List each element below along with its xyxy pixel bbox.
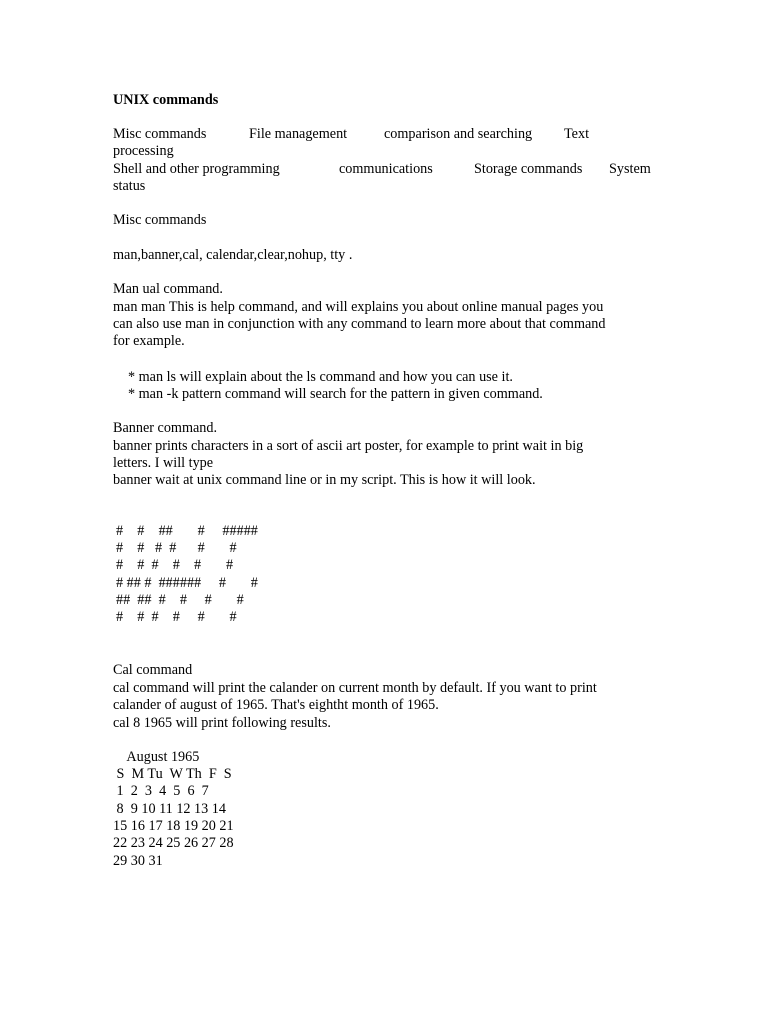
banner-art-row: # ## # ###### # # (116, 575, 258, 591)
nav-link-system-status[interactable]: System (609, 161, 651, 177)
nav-link-communications[interactable]: communications (339, 161, 433, 177)
cal-heading: Cal command (113, 662, 193, 678)
misc-command-list: man,banner,cal, calendar,clear,nohup, tty . (113, 247, 353, 263)
banner-text-line: banner wait at unix command line or in my script. This is how it will look. (113, 472, 536, 488)
cal-weekday-header: S M Tu W Th F S (113, 766, 232, 782)
banner-art-row: # # # # # # (116, 609, 237, 625)
nav-link-system-status-wrap[interactable]: status (113, 178, 146, 194)
manual-text-line: man man This is help command, and will explains you about online manual pages you (113, 299, 604, 315)
manual-bullet: * man ls will explain about the ls command and how you can use it. (128, 369, 513, 385)
page-title: UNIX commands (113, 92, 219, 108)
banner-art-row: # # # # # # (116, 557, 234, 573)
cal-text-line: cal 8 1965 will print following results. (113, 715, 331, 731)
manual-bullet: * man -k pattern command will search for the pattern in given command. (128, 386, 543, 402)
nav-link-misc-commands[interactable]: Misc commands (113, 126, 207, 142)
banner-heading: Banner command. (113, 420, 218, 436)
nav-link-file-management[interactable]: File management (249, 126, 348, 142)
banner-art-row: # # # # # # (116, 540, 237, 556)
nav-link-text-processing[interactable]: Text (564, 126, 590, 142)
nav-link-shell-programming[interactable]: Shell and other programming (113, 161, 280, 177)
misc-heading: Misc commands (113, 212, 207, 228)
cal-text-line: cal command will print the calander on current month by default. If you want to print (113, 680, 597, 696)
cal-output-title: August 1965 (113, 749, 200, 765)
nav-link-comparison-and-searching[interactable]: comparison and searching (384, 126, 533, 142)
cal-week-row: 8 9 10 11 12 13 14 (113, 801, 226, 817)
nav-link-storage-commands[interactable]: Storage commands (474, 161, 583, 177)
banner-text-line: banner prints characters in a sort of ascii art poster, for example to print wait in big (113, 438, 584, 454)
banner-text-line: letters. I will type (113, 455, 214, 471)
manual-heading: Man ual command. (113, 281, 223, 297)
manual-text-line: can also use man in conjunction with any command to learn more about that command (113, 316, 606, 332)
cal-week-row: 15 16 17 18 19 20 21 (113, 818, 234, 834)
cal-text-line: calander of august of 1965. That's eightht month of 1965. (113, 697, 439, 713)
banner-art-row: # # ## # ##### (116, 523, 258, 539)
nav-link-text-processing-wrap[interactable]: processing (113, 143, 174, 159)
cal-week-row: 1 2 3 4 5 6 7 (113, 783, 209, 799)
cal-week-row: 22 23 24 25 26 27 28 (113, 835, 234, 851)
manual-text-line: for example. (113, 333, 185, 349)
cal-week-row: 29 30 31 (113, 853, 163, 869)
banner-art-row: ## ## # # # # (116, 592, 244, 608)
